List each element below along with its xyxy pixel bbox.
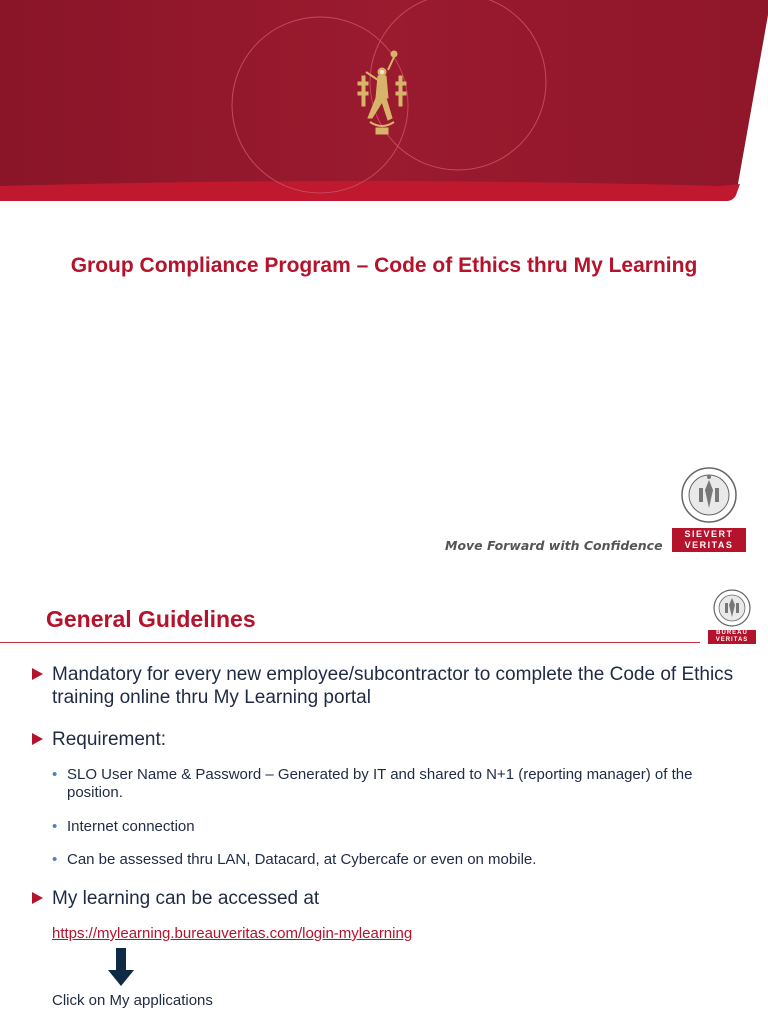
guidelines-slide [0,580,768,1024]
logo-band [672,528,746,552]
logo-text-bottom: VERITAS [715,637,749,643]
slide-title: General Guidelines [46,606,256,632]
dot-bullet-icon: • [52,818,58,835]
cover-title: Group Compliance Program – Code of Ethics thru My Learning [70,254,698,277]
bullet-text: My learning can be accessed at [52,888,320,909]
logo-text-top: BUREAU [716,630,748,636]
company-logo-small [708,586,756,644]
seal-icon [708,586,756,630]
title-divider [0,642,700,643]
sub-bullet-text: Can be assessed thru LAN, Datacard, at Cybercafe or even on mobile. [67,851,537,868]
mylearning-link[interactable]: https://mylearning.bureauveritas.com/login-mylearning [52,925,413,942]
down-arrow-icon [106,948,136,988]
logo-band [708,630,756,644]
sub-bullet-text: SLO User Name & Password – Generated by IT and shared to N+1 (reporting manager) of the position. [67,766,693,801]
triangle-bullet-icon [32,668,43,680]
dot-bullet-icon: • [52,851,58,868]
sub-bullet-text: Internet connection [67,818,195,835]
logo-text-bottom: VERITAS [684,540,734,550]
triangle-bullet-icon [32,892,43,904]
emblem-icon [354,48,410,140]
triangle-bullet-icon [32,733,43,745]
tagline: Move Forward with Confidence [445,538,663,553]
bullet-text: Mandatory for every new employee/subcontractor to complete the Code of Ethics training online thru My Learning portal [52,664,734,708]
dot-bullet-icon: • [52,766,58,783]
instruction-caption: Click on My applications [52,992,213,1009]
bullet-text: Requirement: [52,729,167,750]
company-logo [672,462,746,552]
seal-icon [672,462,746,528]
logo-text-top: SIEVERT [684,529,734,539]
